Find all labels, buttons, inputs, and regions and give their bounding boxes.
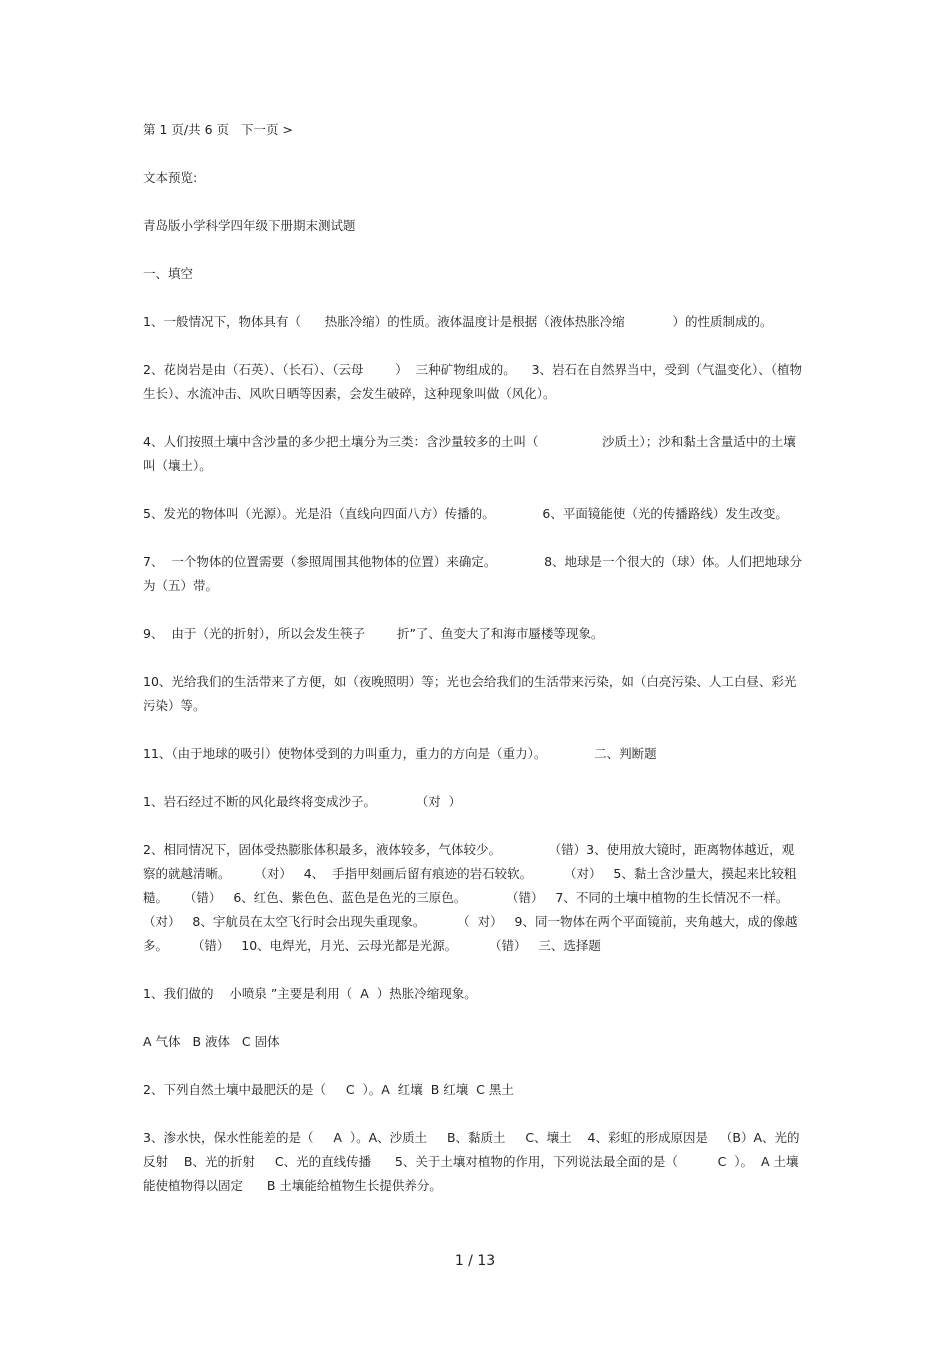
document-title: 青岛版小学科学四年级下册期末测试题 xyxy=(143,218,356,233)
page-number-indicator: 1 / 13 xyxy=(454,1253,496,1269)
document-page xyxy=(143,118,803,1222)
page-footer xyxy=(0,1250,950,1272)
question-paragraph: 2、下列自然土壤中最肥沃的是（ C ）。A 红壤 B 红壤 C 黑土 xyxy=(143,1082,514,1097)
question-paragraph: 2、花岗岩是由（石英）、（长石）、（云母 ） 三种矿物组成的。 3、岩石在自然界当中，受到（气温变化）、（植物生长）、水流冲击、风吹日晒等因素，会发生破碎，这种现象叫做（风化）。 xyxy=(143,362,803,401)
question-paragraph: 2、相同情况下，固体受热膨胀体积最多，液体较多，气体较少。 （错）3、使用放大镜时，距离物体越近，观察的就越清晰。 （对） 4、 手指甲刻画后留有痕迹的岩石较软。 （对） 5、黏土含沙量大，摸起来比较粗糙。 （错） 6、红色、紫色色、蓝色是色光的三原色。 （错） 7、不同的土壤中植物的生长情况不一样。 （对） 8、宇航员在太空飞行时会出现失重现象。 （ 对） 9、同一物体在两个平面镜前，夹角越大，成的像越多。 （错） 10、电焊光，月光、云母光都是光源。 （错） 三、选择题 xyxy=(143,842,805,953)
question-paragraph: 1、一般情况下，物体具有（ 热胀冷缩）的性质。液体温度计是根据（液体热胀冷缩 ）的性质制成的。 xyxy=(143,314,773,329)
question-paragraph: 11、（由于地球的吸引）使物体受到的力叫重力，重力的方向是（重力）。 二、判断题 xyxy=(143,746,657,761)
question-paragraph: 10、光给我们的生活带来了方便，如（夜晚照明）等；光也会给我们的生活带来污染，如（白亮污染、人工白昼、彩光污染）等。 xyxy=(143,674,797,713)
page-count-text: 第 1 页/共 6 页 xyxy=(143,122,230,137)
next-page-link[interactable]: 下一页 > xyxy=(240,122,293,137)
question-paragraph: 4、人们按照土壤中含沙量的多少把土壤分为三类：含沙量较多的土叫（ 沙质土）；沙和黏土含量适中的土壤叫（壤土）。 xyxy=(143,434,796,473)
question-paragraph: 7、 一个物体的位置需要（参照周围其他物体的位置）来确定。 8、地球是一个很大的（球）体。人们把地球分为（五）带。 xyxy=(143,554,803,593)
question-paragraph: 3、渗水快，保水性能差的是（ A ）。A、沙质土 B、黏质土 C、壤土 4、彩虹的形成原因是 （B）A、光的反射 B、光的折射 C、光的直线传播 5、关于土壤对植物的作用，下列说法最全面的是（ C ）。 A 土壤能使植物得以固定 B 土壤能给植物生长提供养分。 xyxy=(143,1130,800,1193)
question-paragraph: A 气体 B 液体 C 固体 xyxy=(143,1034,280,1049)
question-paragraph: 9、 由于（光的折射），所以会发生筷子 折”了、鱼变大了和海市蜃楼等现象。 xyxy=(143,626,604,641)
pagination-bar xyxy=(143,118,803,142)
section-heading-fill: 一、填空 xyxy=(143,266,194,281)
question-paragraph: 1、我们做的 小喷泉 ”主要是利用（ A ）热胀冷缩现象。 xyxy=(143,986,477,1001)
question-paragraph: 1、岩石经过不断的风化最终将变成沙子。 （对 ） xyxy=(143,794,462,809)
preview-label: 文本预览: xyxy=(143,170,198,185)
question-paragraph: 5、发光的物体叫（光源）。光是沿（直线向四面八方）传播的。 6、平面镜能使（光的传播路线）发生改变。 xyxy=(143,506,788,521)
